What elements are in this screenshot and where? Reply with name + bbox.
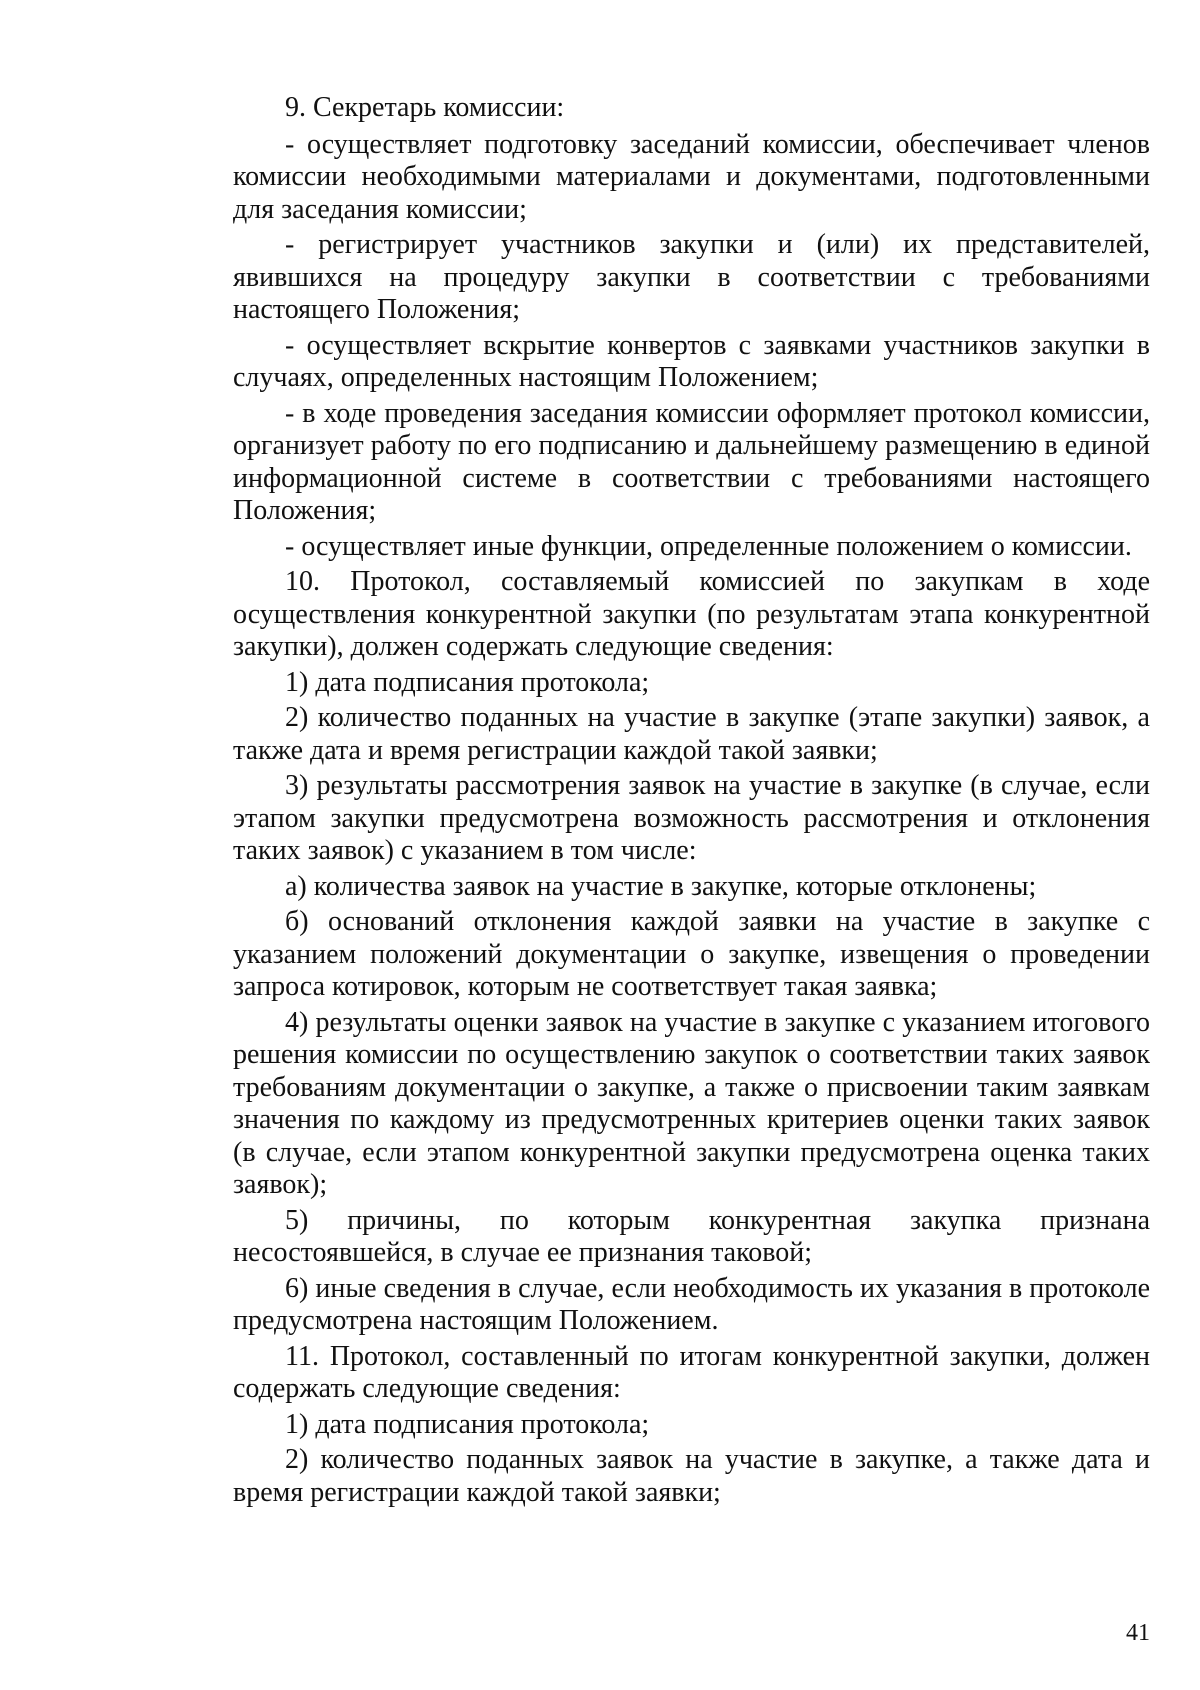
list-item: 3) результаты рассмотрения заявок на участие в закупке (в случае, если этапом закупки предусмотрена возможность рассмотрения и отклонения таких заявок) с указанием в том числе: [233,770,1150,866]
document-body [233,92,1150,1512]
list-item: 1) дата подписания протокола; [285,666,650,698]
list-item: 1) дата подписания протокола; [285,1408,650,1440]
list-item: 6) иные сведения в случае, если необходимость их указания в протоколе предусмотрена настоящим Положением. [233,1272,1150,1336]
list-item: 2) количество поданных на участие в закупке (этапе закупки) заявок, а также дата и время регистрации каждой такой заявки; [233,702,1150,766]
list-subitem: а) количества заявок на участие в закупке, которые отклонены; [285,870,1037,902]
section-heading-9: 9. Секретарь комиссии: [285,92,565,123]
page-number: 41 [1126,1620,1150,1646]
list-item: 4) результаты оценки заявок на участие в закупке с указанием итогового решения комиссии по осуществлению закупок о соответствии таких заявок требованиям документации о закупке, а также о присвоении таким заявкам значения по каждому из предусмотренных критериев оценки таких заявок (в случае, если этапом конкурентной закупки предусмотрена оценка таких заявок); [233,1006,1150,1200]
list-subitem: б) оснований отклонения каждой заявки на участие в закупке с указанием положений документации о закупке, извещения о проведении запроса котировок, которым не соответствует такая заявка; [233,906,1150,1002]
paragraph: - осуществляет вскрытие конвертов с заявками участников закупки в случаях, определенных настоящим Положением; [233,329,1150,393]
paragraph: - в ходе проведения заседания комиссии оформляет протокол комиссии, организует работу по его подписанию и дальнейшему размещению в единой информационной системе в соответствии с требованиями настоящего Положения; [233,397,1150,526]
paragraph: - регистрирует участников закупки и (или) их представителей, явившихся на процедуру закупки в соответствии с требованиями настоящего Положения; [233,229,1150,325]
paragraph: - осуществляет иные функции, определенные положением о комиссии. [285,530,1132,562]
paragraph-section-10: 10. Протокол, составляемый комиссией по закупкам в ходе осуществления конкурентной закупки (по результатам этапа конкурентной закупки), должен содержать следующие сведения: [233,566,1150,662]
paragraph-section-11: 11. Протокол, составленный по итогам конкурентной закупки, должен содержать следующие сведения: [233,1340,1150,1404]
list-item: 2) количество поданных заявок на участие в закупке, а также дата и время регистрации каждой такой заявки; [233,1444,1150,1508]
paragraph: - осуществляет подготовку заседаний комиссии, обеспечивает членов комиссии необходимыми материалами и документами, подготовленными для заседания комиссии; [233,128,1150,225]
list-item: 5) причины, по которым конкурентная закупка признана несостоявшейся, в случае ее признания таковой; [233,1204,1150,1268]
